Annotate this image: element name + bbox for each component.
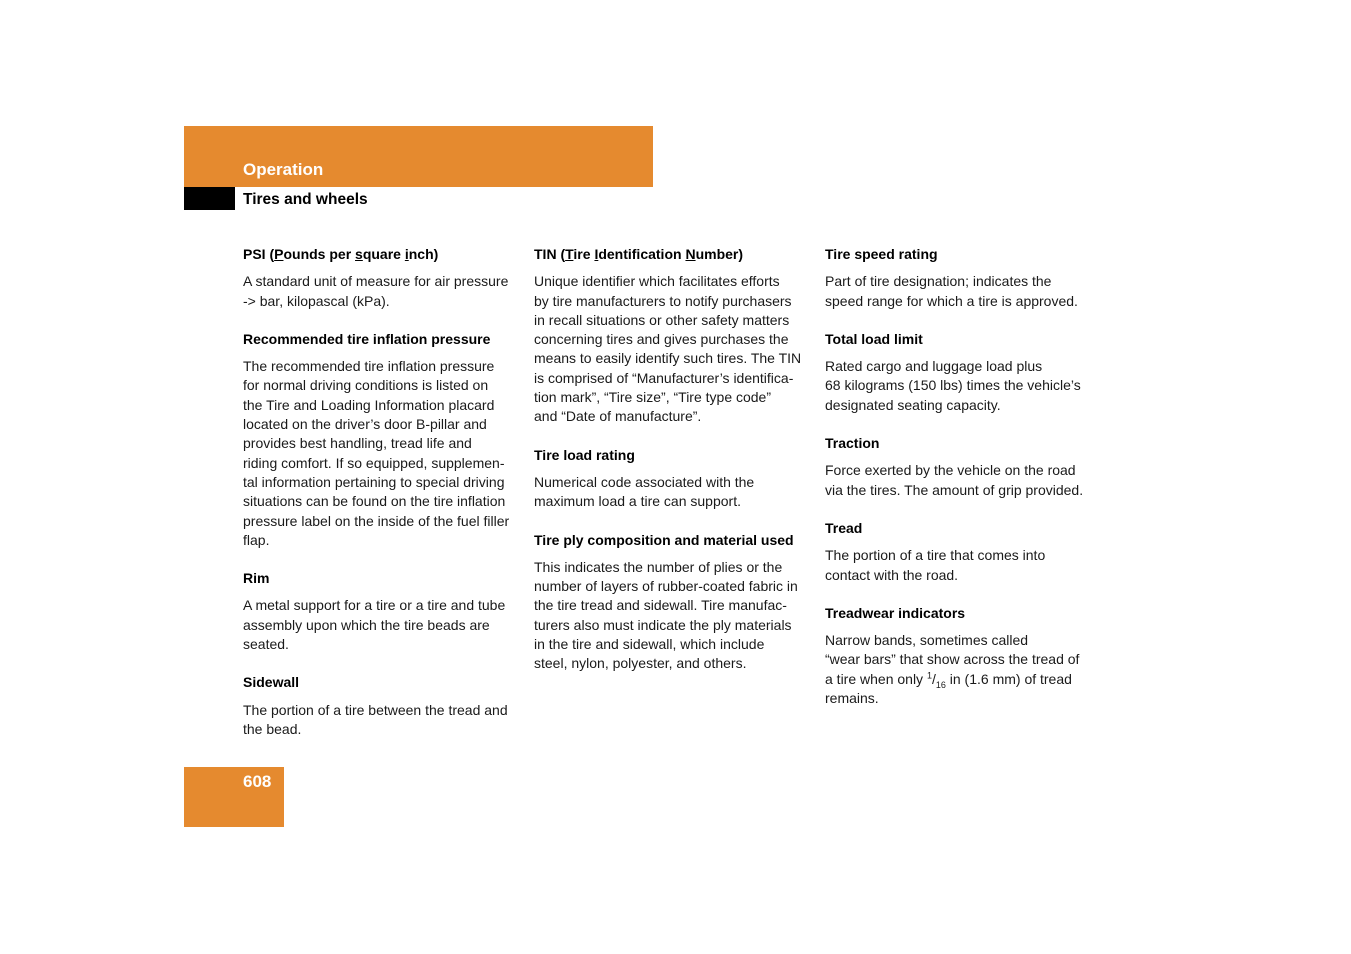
entry-definition: [534, 272, 814, 426]
definition-line: via the tires. The amount of grip provided.: [825, 481, 1084, 498]
entry-tin: [534, 245, 814, 427]
definition-line: the bead.: [243, 720, 302, 737]
definition-line: concerning tires and gives purchases the: [534, 331, 789, 348]
subsection-title: Tires and wheels: [243, 191, 368, 208]
term-underlined-letter: I: [594, 246, 599, 262]
definition-line: The recommended tire inflation pressure: [243, 358, 495, 375]
definition-line: maximum load a tire can support.: [534, 493, 741, 510]
entry-definition: [825, 272, 1105, 311]
term-text: nch): [408, 246, 439, 262]
term-underlined-letter: P: [274, 246, 284, 262]
entry-definition: [243, 701, 523, 740]
term-underlined-letter: T: [565, 246, 574, 262]
entry-term: Treadwear indicators: [825, 604, 966, 621]
entry-term: Tire load rating: [534, 446, 635, 463]
entry-sidewall: [243, 673, 523, 739]
entry-tire-speed-rating: [825, 245, 1105, 311]
section-title: Operation: [243, 160, 324, 179]
definition-line-fraction: [825, 670, 1105, 689]
definition-line: pressure label on the inside of the fuel filler: [243, 512, 510, 529]
definition-line: in recall situations or other safety matters: [534, 311, 790, 328]
entry-recommended-inflation: [243, 330, 523, 550]
term-underlined-letter: N: [685, 246, 696, 262]
definition-line: Part of tire designation; indicates the: [825, 273, 1052, 290]
entry-definition: [825, 357, 1105, 415]
entry-definition: [534, 473, 814, 512]
entry-definition: [825, 461, 1105, 500]
entry-rim: [243, 569, 523, 654]
definition-line: The portion of a tire that comes into: [825, 547, 1046, 564]
definition-line: “wear bars” that show across the tread of: [825, 651, 1080, 668]
definition-line: Force exerted by the vehicle on the road: [825, 462, 1076, 479]
column-1: [243, 245, 523, 758]
entry-term: Tire speed rating: [825, 246, 938, 262]
definition-line: A metal support for a tire or a tire and tube: [243, 597, 506, 614]
column-3: [825, 245, 1105, 727]
definition-line: flap.: [243, 531, 270, 548]
definition-line: and “Date of manufacture”.: [534, 408, 702, 425]
entry-definition: [243, 357, 523, 550]
definition-line: turers also must indicate the ply materials: [534, 616, 792, 633]
definition-line: contact with the road.: [825, 566, 959, 583]
entry-definition: [243, 596, 523, 654]
entry-total-load-limit: [825, 330, 1105, 415]
entry-term: Rim: [243, 570, 270, 587]
section-tab-marker: [184, 187, 235, 210]
definition-line: designated seating capacity.: [825, 396, 1001, 413]
definition-line: Unique identifier which facilitates efforts: [534, 273, 780, 290]
definition-line: seated.: [243, 636, 289, 653]
definition-line: for normal driving conditions is listed on: [243, 377, 489, 394]
definition-line: Narrow bands, sometimes called: [825, 632, 1029, 649]
definition-line: tal information pertaining to special driving: [243, 473, 505, 490]
entry-traction: [825, 434, 1105, 500]
column-2: [534, 245, 814, 693]
term-text: umber): [695, 246, 744, 262]
definition-line: the Tire and Loading Information placard: [243, 396, 495, 413]
fraction-slash: /: [931, 670, 936, 687]
term-underlined-letter: s: [355, 246, 363, 262]
entry-term: Recommended tire inflation pressure: [243, 330, 491, 347]
definition-line: the tire tread and sidewall. Tire manufac-: [534, 597, 787, 614]
entry-treadwear-indicators: [825, 604, 1105, 708]
entry-definition: [825, 631, 1105, 708]
definition-line: means to easily identify such tires. The TIN: [534, 350, 802, 367]
entry-term: [243, 245, 523, 264]
definition-line: assembly upon which the tire beads are: [243, 616, 490, 633]
definition-line: located on the driver’s door B-pillar and: [243, 416, 487, 433]
definition-line: tion mark”, “Tire size”, “Tire type code”: [534, 389, 772, 406]
entry-tire-ply: [534, 531, 814, 674]
line-text: in (1.6 mm) of tread: [945, 670, 1072, 687]
definition-line: by tire manufacturers to notify purchasers: [534, 292, 792, 309]
entry-definition: [534, 558, 814, 674]
definition-line: is comprised of “Manufacturer’s identifica-: [534, 369, 794, 386]
entry-definition: [243, 272, 523, 311]
term-text: TIN (: [534, 246, 566, 262]
term-text: PSI (: [243, 246, 275, 262]
entry-term: Tire ply composition and material used: [534, 531, 794, 548]
term-text: ounds per: [283, 246, 356, 262]
term-underlined-letter: i: [404, 246, 409, 262]
page-number: 608: [243, 772, 272, 791]
definition-line: riding comfort. If so equipped, supplemen-: [243, 454, 505, 471]
definition-line: number of layers of rubber-coated fabric in: [534, 578, 798, 595]
entry-term: Sidewall: [243, 674, 300, 691]
line-text: a tire when only: [825, 670, 927, 687]
term-text: ire: [573, 246, 595, 262]
fraction-denominator: 16: [935, 679, 946, 690]
definition-line: This indicates the number of plies or the: [534, 558, 783, 575]
definition-line: remains.: [825, 690, 879, 707]
entry-term: Total load limit: [825, 330, 923, 347]
definition-line: 68 kilograms (150 lbs) times the vehicle’s: [825, 377, 1081, 394]
entry-term: [534, 245, 814, 264]
definition-line: The portion of a tire between the tread and: [243, 701, 508, 718]
definition-line: speed range for which a tire is approved.: [825, 292, 1078, 309]
entry-term: Tread: [825, 519, 863, 536]
definition-line: steel, nylon, polyester, and others.: [534, 655, 747, 672]
fraction-numerator: 1: [926, 670, 932, 681]
definition-line: provides best handling, tread life and: [243, 435, 472, 452]
definition-line: A standard unit of measure for air pressure: [243, 273, 509, 290]
definition-line: in the tire and sidewall, which include: [534, 636, 765, 653]
definition-line: Rated cargo and luggage load plus: [825, 358, 1043, 375]
definition-line: -> bar, kilopascal (kPa).: [243, 292, 390, 309]
entry-tire-load-rating: [534, 446, 814, 512]
definition-line: Numerical code associated with the: [534, 473, 755, 490]
term-text: dentification: [598, 246, 686, 262]
entry-tread: [825, 519, 1105, 585]
term-text: quare: [362, 246, 405, 262]
entry-definition: [825, 546, 1105, 585]
entry-psi: [243, 245, 523, 311]
entry-term: Traction: [825, 435, 880, 452]
definition-line: situations can be found on the tire inflation: [243, 493, 506, 510]
